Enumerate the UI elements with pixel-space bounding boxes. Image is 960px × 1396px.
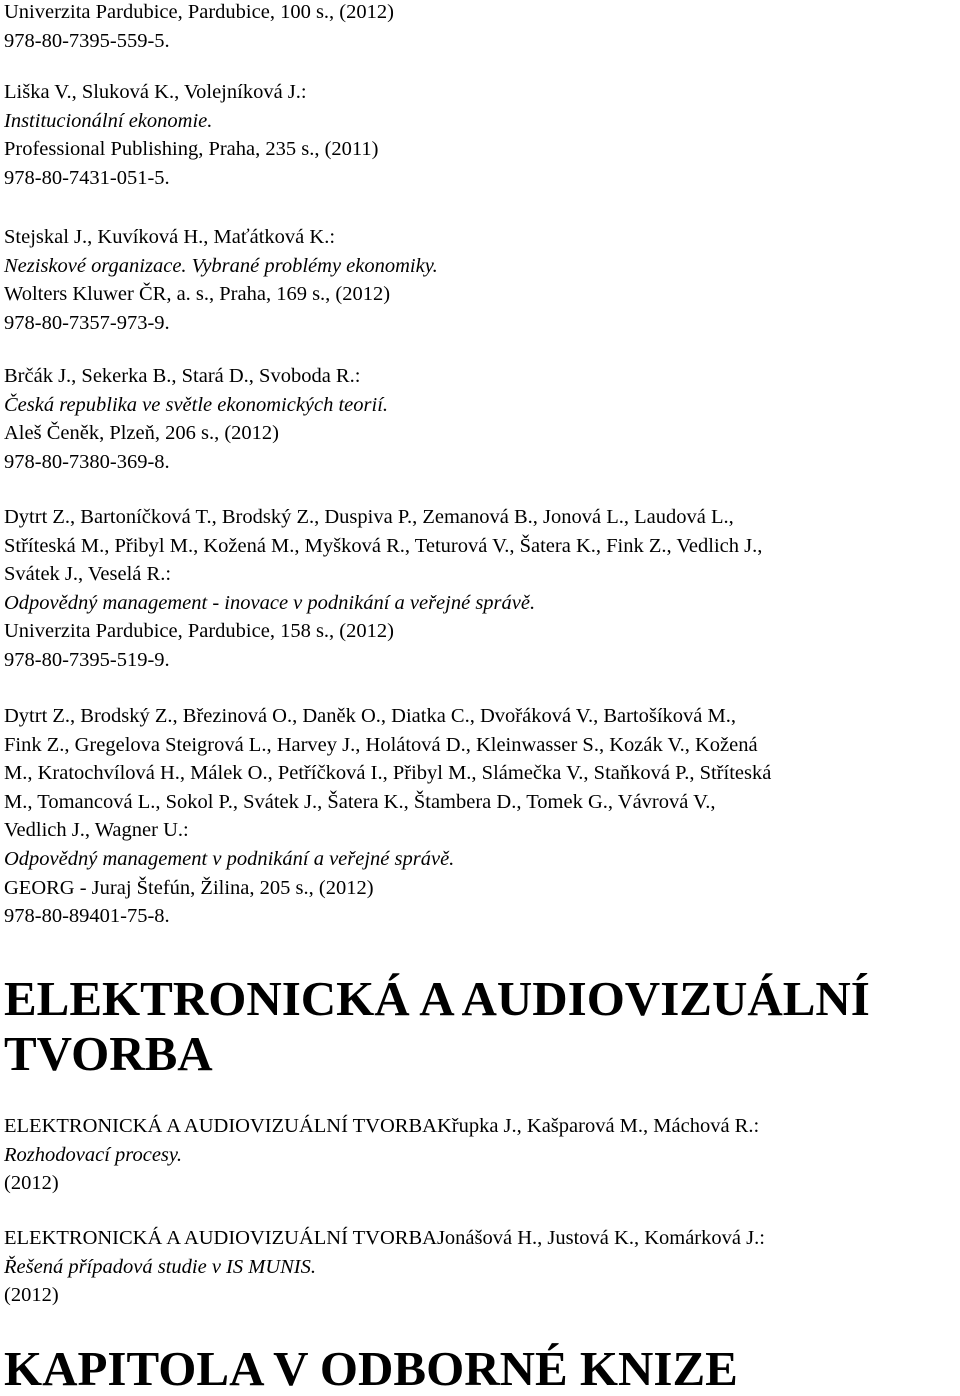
title-line: Rozhodovací procesy. [4, 1143, 183, 1166]
section-heading-line: ELEKTRONICKÁ A AUDIOVIZUÁLNÍ [4, 971, 870, 1026]
isbn-line: 978-80-7380-369-8. [4, 450, 170, 473]
isbn-line: 978-80-7357-973-9. [4, 311, 170, 334]
authors-line: Dytrt Z., Brodský Z., Březinová O., Daněk O., Diatka C., Dvořáková V., Bartošíková M., [4, 705, 737, 727]
publisher-line: Univerzita Pardubice, Pardubice, 100 s., (2012) [4, 1, 394, 23]
bib-entry-1 [4, 0, 394, 55]
publisher-line: Univerzita Pardubice, Pardubice, 158 s., (2012) [4, 620, 394, 643]
bib-entry-4 [4, 362, 388, 476]
title-line: Neziskové organizace. Vybrané problémy ekonomiky. [4, 254, 438, 277]
section-heading-line: TVORBA [4, 1026, 213, 1081]
title-line: Česká republika ve světle ekonomických teorií. [4, 393, 389, 416]
authors-line: M., Kratochvílová H., Málek O., Petříčková I., Přibyl M., Slámečka V., Staňková P., Stříteská [4, 762, 772, 785]
bib-entry-2 [4, 78, 379, 192]
authors-line: Svátek J., Veselá R.: [4, 563, 172, 586]
section-heading [4, 973, 870, 1080]
bib-entry-7 [4, 1112, 759, 1198]
isbn-line: 978-80-7395-519-9. [4, 648, 170, 671]
year-line: (2012) [4, 1172, 59, 1195]
isbn-line: 978-80-89401-75-8. [4, 905, 170, 928]
authors-line: ELEKTRONICKÁ A AUDIOVIZUÁLNÍ TVORBAJonášová H., Justová K., Komárková J.: [4, 1227, 765, 1249]
section-heading [4, 1343, 738, 1395]
publisher-line: Professional Publishing, Praha, 235 s., (2011) [4, 138, 379, 161]
bib-entry-5 [4, 503, 762, 675]
year-line: (2012) [4, 1284, 59, 1307]
authors-line: Dytrt Z., Bartoníčková T., Brodský Z., Duspiva P., Zemanová B., Jonová L., Laudová L., [4, 506, 734, 528]
bib-entry-6 [4, 702, 771, 931]
authors-line: Brčák J., Sekerka B., Stará D., Svoboda R.: [4, 365, 361, 387]
authors-line: Fink Z., Gregelova Steigrová L., Harvey J., Holátová D., Kleinwasser S., Kozák V., Kožená [4, 733, 758, 756]
title-line: Odpovědný management - inovace v podnikání a veřejné správě. [4, 591, 536, 614]
isbn-line: 978-80-7395-559-5. [4, 29, 170, 52]
authors-line: Stříteská M., Přibyl M., Kožená M., Myšková R., Teturová V., Šatera K., Fink Z., Vedlich J., [4, 534, 763, 557]
authors-line: Liška V., Sluková K., Volejníková J.: [4, 81, 307, 103]
authors-line: Vedlich J., Wagner U.: [4, 819, 189, 842]
publisher-line: Aleš Čeněk, Plzeň, 206 s., (2012) [4, 422, 279, 445]
bib-entry-3 [4, 223, 438, 337]
authors-line: M., Tomancová L., Sokol P., Svátek J., Šatera K., Štambera D., Tomek G., Vávrová V., [4, 790, 716, 813]
authors-line: Stejskal J., Kuvíková H., Maťátková K.: [4, 226, 336, 248]
title-line: Institucionální ekonomie. [4, 109, 213, 132]
section-heading-line: KAPITOLA V ODBORNÉ KNIZE [4, 1341, 738, 1396]
publisher-line: Wolters Kluwer ČR, a. s., Praha, 169 s., (2012) [4, 283, 391, 306]
publisher-line: GEORG - Juraj Štefún, Žilina, 205 s., (2012) [4, 876, 374, 899]
authors-line: ELEKTRONICKÁ A AUDIOVIZUÁLNÍ TVORBAKřupka J., Kašparová M., Máchová R.: [4, 1115, 760, 1137]
title-line: Odpovědný management v podnikání a veřejné správě. [4, 847, 455, 870]
isbn-line: 978-80-7431-051-5. [4, 166, 170, 189]
bib-entry-8 [4, 1224, 765, 1310]
title-line: Řešená případová studie v IS MUNIS. [4, 1255, 316, 1278]
